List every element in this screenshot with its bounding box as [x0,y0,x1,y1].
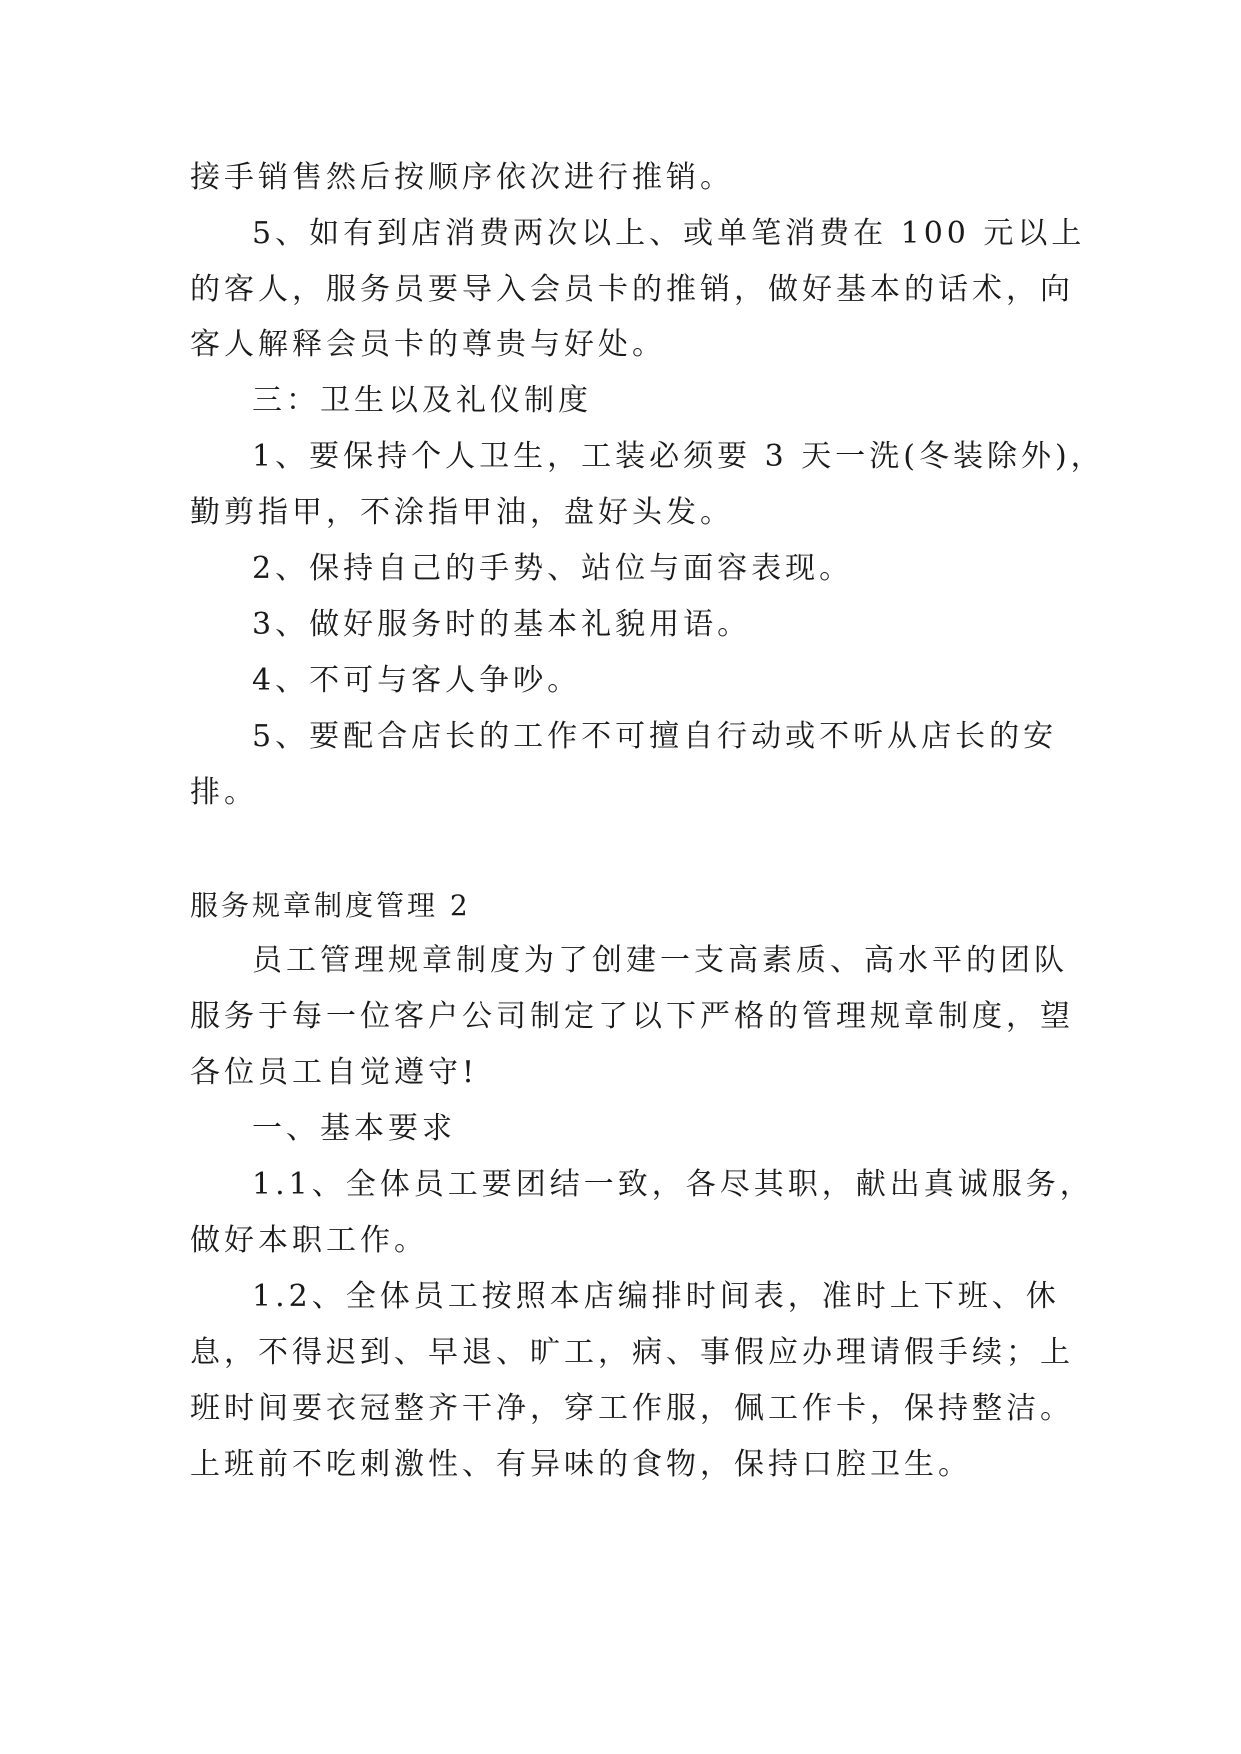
text-line: 1.2、全体员工按照本店编排时间表，准时上下班、休 [252,1279,1060,1314]
text-line: 客人解释会员卡的尊贵与好处。 [190,327,666,362]
article-title: 服务规章制度管理 2 [190,889,471,922]
text-line: 接手销售然后按顺序依次进行推销。 [190,160,734,195]
text-line: 各位员工自觉遵守! [190,1055,479,1090]
text-line: 4、不可与客人争吵。 [252,663,582,698]
text-line: 息，不得迟到、早退、旷工，病、事假应办理请假手续；上 [190,1335,1074,1370]
text-line: 班时间要衣冠整齐干净，穿工作服，佩工作卡，保持整洁。 [190,1391,1074,1426]
text-line: 勤剪指甲，不涂指甲油，盘好头发。 [190,495,734,530]
text-line: 5、如有到店消费两次以上、或单笔消费在 100 元以上 [252,216,1086,251]
text-line: 1、要保持个人卫生，工装必须要 3 天一洗(冬装除外)， [252,439,1105,474]
text-line: 员工管理规章制度为了创建一支高素质、高水平的团队 [252,943,1068,978]
text-line: 的客人，服务员要导入会员卡的推销，做好基本的话术，向 [190,272,1074,307]
section-heading: 三：卫生以及礼仪制度 [252,383,592,418]
text-line: 服务于每一位客户公司制定了以下严格的管理规章制度，望 [190,999,1074,1034]
text-line: 1.1、全体员工要团结一致，各尽其职，献出真诚服务， [252,1167,1094,1202]
text-line: 3、做好服务时的基本礼貌用语。 [252,607,752,642]
text-line: 排。 [190,775,258,810]
text-line: 5、要配合店长的工作不可擅自行动或不听从店长的安 [252,719,1058,754]
section-heading: 一、基本要求 [252,1111,456,1146]
text-line: 做好本职工作。 [190,1223,428,1258]
text-line: 上班前不吃刺激性、有异味的食物，保持口腔卫生。 [190,1447,972,1482]
text-line: 2、保持自己的手势、站位与面容表现。 [252,551,854,586]
